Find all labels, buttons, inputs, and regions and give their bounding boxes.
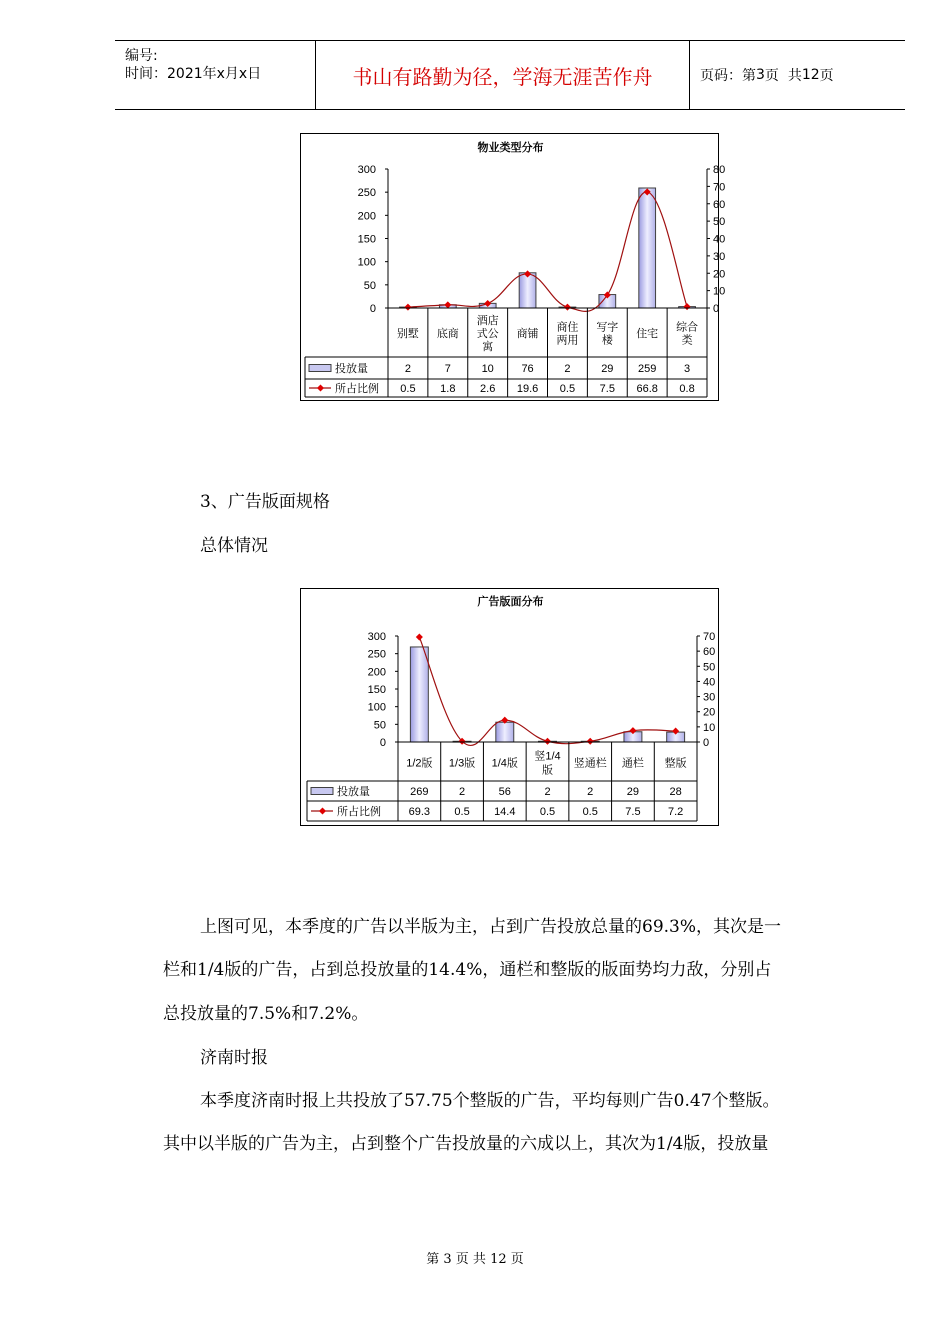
category-label: 商铺 xyxy=(516,328,539,340)
ad-layout-chart-svg xyxy=(301,589,720,827)
category-label: 竖1/4 xyxy=(534,750,561,763)
right-axis-tick-label: 60 xyxy=(703,646,716,659)
ratio-point xyxy=(416,634,423,641)
left-axis-tick-label: 100 xyxy=(357,256,376,269)
ratio-value-cell: 69.3 xyxy=(408,806,431,818)
category-label: 底商 xyxy=(436,328,459,340)
legend-line-marker xyxy=(319,807,326,814)
right-axis-tick-label: 20 xyxy=(713,268,726,281)
paragraph-2-line-2: 其中以半版的广告为主，占到整个广告投放量的六成以上，其次为1/4版，投放量 xyxy=(163,1134,769,1154)
jinan-heading: 济南时报 xyxy=(200,1048,268,1068)
category-label: 商住 xyxy=(556,321,579,334)
category-label: 酒店 xyxy=(476,315,499,327)
bar-value-cell: 56 xyxy=(498,786,511,798)
page-prefix: 页码：第 xyxy=(700,68,756,84)
left-axis-tick-label: 0 xyxy=(369,303,376,315)
category-label: 1/2版 xyxy=(406,757,433,770)
paragraph-1-line-1: 上图可见，本季度的广告以半版为主，占到广告投放总量的69.3%，其次是一 xyxy=(200,917,782,937)
left-axis-tick-label: 300 xyxy=(357,164,376,176)
ratio-value-cell: 14.4 xyxy=(494,806,516,818)
legend-line-label: 所占比例 xyxy=(337,806,381,818)
category-label: 1/3版 xyxy=(448,757,476,770)
left-axis-tick-label: 200 xyxy=(357,210,376,223)
category-label: 住宅 xyxy=(636,328,659,340)
ratio-point xyxy=(404,304,411,311)
ratio-value-cell: 2.6 xyxy=(480,383,496,395)
paragraph-1-line-2: 栏和1/4版的广告，占到总投放量的14.4%，通栏和整版的版面势均力敌，分别占 xyxy=(163,960,772,980)
right-axis-tick-label: 40 xyxy=(713,233,726,246)
ratio-value-cell: 0.5 xyxy=(400,383,416,395)
right-axis-tick-label: 10 xyxy=(713,285,726,298)
legend-line-label: 所占比例 xyxy=(335,383,379,395)
footer-mid: 页 共 xyxy=(455,1252,486,1267)
ratio-point xyxy=(564,304,571,311)
bar xyxy=(496,722,514,742)
right-axis-tick-label: 30 xyxy=(703,691,716,704)
ratio-value-cell: 0.8 xyxy=(679,383,695,395)
bar-value-cell: 29 xyxy=(601,363,614,375)
ratio-value-cell: 1.8 xyxy=(440,383,456,395)
left-axis-tick-label: 0 xyxy=(379,737,386,749)
chart-0-group xyxy=(305,140,725,397)
left-axis-tick-label: 250 xyxy=(357,187,376,200)
chart-title: 广告版面分布 xyxy=(477,596,544,608)
chart-1-group xyxy=(307,594,715,821)
right-axis-tick-label: 10 xyxy=(703,721,716,734)
property-type-chart xyxy=(300,133,726,401)
left-axis-tick-label: 100 xyxy=(367,701,386,714)
right-axis-tick-label: 70 xyxy=(703,631,716,643)
right-axis-tick-label: 50 xyxy=(713,216,726,229)
header-meta xyxy=(115,41,316,109)
right-axis-tick-label: 60 xyxy=(713,198,726,211)
bar-value-cell: 28 xyxy=(669,786,682,798)
bar-value-cell: 269 xyxy=(410,786,429,798)
footer-suffix: 页 xyxy=(510,1252,524,1267)
bar xyxy=(410,647,428,742)
bar-value-cell: 3 xyxy=(684,363,691,375)
ratio-value-cell: 7.5 xyxy=(599,383,615,395)
right-axis-tick-label: 50 xyxy=(703,661,716,674)
header-page-info xyxy=(690,41,915,109)
ratio-value-cell: 0.5 xyxy=(559,383,576,395)
category-label: 1/4版 xyxy=(491,757,518,770)
ratio-value-cell: 7.2 xyxy=(667,806,684,818)
category-label: 别墅 xyxy=(396,328,419,340)
bar-value-cell: 2 xyxy=(564,363,571,375)
bar-value-cell: 2 xyxy=(459,786,466,798)
legend-bar-label: 投放量 xyxy=(335,363,368,375)
left-axis-tick-label: 50 xyxy=(373,719,386,732)
ratio-point xyxy=(684,303,691,310)
category-label: 类 xyxy=(681,334,693,347)
right-axis-tick-label: 70 xyxy=(713,181,726,194)
paragraph-2-line-1: 本季度济南时报上共投放了57.75个整版的广告，平均每则广告0.47个整版。 xyxy=(200,1091,780,1111)
left-axis-tick-label: 150 xyxy=(357,233,376,246)
right-axis-tick-label: 40 xyxy=(703,676,716,689)
bar-value-cell: 76 xyxy=(521,363,534,375)
ratio-value-cell: 0.5 xyxy=(582,806,598,818)
paragraph-1-line-3: 总投放量的7.5%和7.2%。 xyxy=(163,1004,369,1024)
ratio-value-cell: 7.5 xyxy=(625,806,641,818)
right-axis-tick-label: 30 xyxy=(713,250,726,263)
ratio-line xyxy=(419,637,675,745)
category-label: 版 xyxy=(542,764,553,777)
category-label: 整版 xyxy=(664,757,687,770)
property-type-chart-svg xyxy=(301,134,726,402)
bar-value-cell: 2 xyxy=(404,363,411,375)
time-label: 时间：2021年x月x日 xyxy=(125,66,262,82)
category-label: 综合 xyxy=(676,321,699,334)
bar xyxy=(639,188,656,308)
left-axis-tick-label: 200 xyxy=(367,666,386,679)
category-label: 通栏 xyxy=(621,757,644,770)
number-label: 编号: xyxy=(125,48,158,64)
ratio-value-cell: 0.5 xyxy=(539,806,556,818)
category-label: 两用 xyxy=(556,334,579,347)
legend-line-marker xyxy=(317,384,324,391)
right-axis-tick-label: 80 xyxy=(713,164,726,176)
page-total: 12 xyxy=(801,67,820,83)
bar-value-cell: 10 xyxy=(481,363,494,375)
bar-value-cell: 7 xyxy=(444,363,451,375)
category-label: 写字 xyxy=(596,321,619,334)
footer-page-num: 3 xyxy=(443,1252,452,1267)
right-axis-tick-label: 0 xyxy=(703,737,710,749)
right-axis-tick-label: 20 xyxy=(703,706,716,719)
page-num: 3 xyxy=(756,67,765,83)
right-axis-tick-label: 0 xyxy=(713,303,720,315)
page-mid: 页 共 xyxy=(764,68,802,84)
ratio-value-cell: 0.5 xyxy=(454,806,470,818)
legend-bar-label: 投放量 xyxy=(337,786,370,798)
category-label: 竖通栏 xyxy=(573,757,607,770)
left-axis-tick-label: 300 xyxy=(367,631,386,643)
left-axis-tick-label: 50 xyxy=(363,279,376,292)
page-footer xyxy=(0,1248,950,1267)
ratio-value-cell: 19.6 xyxy=(516,383,539,395)
chart-title: 物业类型分布 xyxy=(477,142,544,154)
bar-value-cell: 259 xyxy=(638,363,657,375)
page-header xyxy=(115,40,905,110)
bar-value-cell: 29 xyxy=(626,786,640,798)
page-suffix: 页 xyxy=(819,68,834,84)
footer-total: 12 xyxy=(490,1252,507,1267)
category-label: 式公 xyxy=(476,328,499,340)
legend-bar-swatch xyxy=(309,365,331,372)
footer-prefix: 第 xyxy=(426,1252,440,1267)
category-label: 寓 xyxy=(482,341,494,353)
ratio-point xyxy=(544,738,551,745)
legend-bar-swatch xyxy=(311,788,333,795)
overall-heading: 总体情况 xyxy=(200,536,268,556)
ratio-value-cell: 66.8 xyxy=(636,383,658,395)
ratio-point xyxy=(587,738,594,745)
left-axis-tick-label: 150 xyxy=(367,684,386,696)
bar-value-cell: 2 xyxy=(544,786,551,798)
bar-value-cell: 2 xyxy=(587,786,594,798)
category-label: 楼 xyxy=(601,334,613,347)
header-motto: 书山有路勤为径，学海无涯苦作舟 xyxy=(316,41,690,109)
bar xyxy=(519,273,536,308)
section-heading: 3、广告版面规格 xyxy=(200,492,330,512)
left-axis-tick-label: 250 xyxy=(367,648,386,661)
ad-layout-chart xyxy=(300,588,719,826)
